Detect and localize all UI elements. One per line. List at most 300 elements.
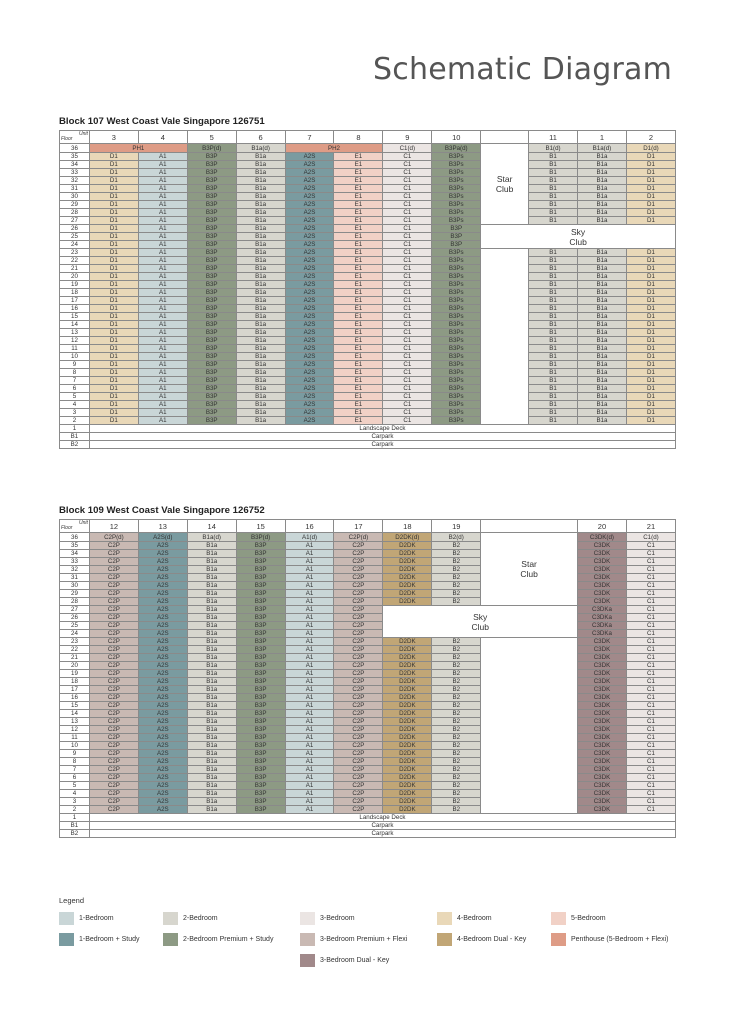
unit-cell: B3Ps <box>432 353 481 361</box>
unit-cell: B1a <box>578 257 627 265</box>
unit-cell: C1 <box>626 558 675 566</box>
unit-cell: A2S <box>138 702 187 710</box>
unit-cell: B3P <box>432 225 481 233</box>
unit-cell: B1a <box>187 694 236 702</box>
floor-number: 25 <box>60 622 90 630</box>
unit-cell: A2S <box>138 718 187 726</box>
unit-cell: B3P <box>236 790 285 798</box>
unit-cell: B1a <box>578 217 627 225</box>
floor-number: 32 <box>60 566 90 574</box>
unit-cell: B2 <box>432 670 481 678</box>
unit-cell: E1 <box>334 241 383 249</box>
unit-cell: A1 <box>285 670 334 678</box>
unit-cell: B3P <box>236 766 285 774</box>
unit-cell: D1 <box>626 249 675 257</box>
unit-cell: A2S <box>138 542 187 550</box>
unit-cell: C1 <box>383 177 432 185</box>
unit-cell: B3P <box>187 233 236 241</box>
unit-cell: C2P <box>334 622 383 630</box>
unit-cell: E1 <box>334 193 383 201</box>
unit-cell: A1 <box>138 273 187 281</box>
unit-cell: D2DK <box>383 806 432 814</box>
unit-cell: C2P <box>89 646 138 654</box>
unit-cell: C2P <box>89 710 138 718</box>
unit-cell: B3P <box>236 750 285 758</box>
unit-cell: B3P <box>187 377 236 385</box>
unit-cell: C1 <box>626 614 675 622</box>
unit-cell: C2P <box>334 766 383 774</box>
unit-cell: C1 <box>383 321 432 329</box>
floor-number: 14 <box>60 321 90 329</box>
unit-cell: C2P <box>334 646 383 654</box>
unit-cell: B3Ps <box>432 321 481 329</box>
unit-cell: A2S <box>285 417 334 425</box>
unit-cell: D2DK <box>383 790 432 798</box>
unit-cell: C1 <box>626 790 675 798</box>
unit-cell: B1 <box>529 337 578 345</box>
unit-cell: D1 <box>89 201 138 209</box>
unit-cell: B1a <box>578 185 627 193</box>
unit-cell: B1a <box>578 249 627 257</box>
unit-cell: B3P <box>187 305 236 313</box>
unit-cell: A2S <box>138 590 187 598</box>
unit-cell: C3DK <box>578 710 627 718</box>
unit-cell: C3DK <box>578 566 627 574</box>
unit-cell: C1 <box>626 590 675 598</box>
unit-cell: B2 <box>432 582 481 590</box>
unit-cell: C1 <box>383 409 432 417</box>
unit-cell: B3Pa(d) <box>432 144 481 153</box>
unit-cell: C2P <box>334 734 383 742</box>
unit-cell: A2S <box>138 774 187 782</box>
unit-cell: C1 <box>626 630 675 638</box>
carpark-row: Carpark <box>89 433 675 441</box>
unit-cell: E1 <box>334 249 383 257</box>
unit-cell: B1 <box>529 369 578 377</box>
unit-cell: C3DKa <box>578 622 627 630</box>
unit-cell: C1 <box>626 662 675 670</box>
unit-cell: A1 <box>285 710 334 718</box>
unit-cell: C1 <box>626 622 675 630</box>
legend-item <box>163 933 273 946</box>
unit-cell: A1 <box>285 766 334 774</box>
unit-cell: B3Ps <box>432 313 481 321</box>
unit-cell: A1 <box>138 385 187 393</box>
unit-cell: C1 <box>383 193 432 201</box>
unit-cell: A1 <box>138 305 187 313</box>
floor-number: 17 <box>60 686 90 694</box>
floor-number: 24 <box>60 241 90 249</box>
legend-swatch <box>300 954 315 967</box>
unit-cell: C3DK <box>578 678 627 686</box>
unit-cell: B3P <box>187 409 236 417</box>
unit-cell: B3P <box>187 385 236 393</box>
unit-cell: D2DK <box>383 678 432 686</box>
floor-number: 25 <box>60 233 90 241</box>
unit-cell: B1a <box>187 606 236 614</box>
unit-cell: B3Ps <box>432 217 481 225</box>
block-109-title: Block 109 West Coast Vale Singapore 126752 <box>59 505 265 516</box>
unit-cell: B1a <box>236 401 285 409</box>
unit-cell: A2S <box>285 281 334 289</box>
unit-cell: A1 <box>285 638 334 646</box>
unit-cell: B2 <box>432 766 481 774</box>
unit-cell: C1 <box>383 369 432 377</box>
unit-cell: A2S <box>285 297 334 305</box>
unit-cell: B1 <box>529 209 578 217</box>
unit-cell: E1 <box>334 153 383 161</box>
unit-cell: B2 <box>432 566 481 574</box>
unit-cell: B1a(d) <box>578 144 627 153</box>
unit-number-header: 11 <box>529 131 578 144</box>
unit-number-header: 20 <box>578 520 627 533</box>
legend-swatch <box>163 933 178 946</box>
unit-cell: C2P <box>89 782 138 790</box>
legend-label: 3-Bedroom Dual - Key <box>320 957 390 964</box>
unit-cell: B3Ps <box>432 209 481 217</box>
unit-cell: A2S <box>138 622 187 630</box>
unit-cell: B1a <box>236 313 285 321</box>
unit-cell: E1 <box>334 225 383 233</box>
unit-cell: C1 <box>383 225 432 233</box>
unit-cell: D1 <box>89 209 138 217</box>
unit-cell: B3P <box>187 297 236 305</box>
unit-cell: C2P <box>89 590 138 598</box>
unit-cell: B2 <box>432 558 481 566</box>
unit-cell: C1 <box>626 646 675 654</box>
gap-header <box>481 131 529 144</box>
legend-label: 1-Bedroom <box>79 915 114 922</box>
unit-cell: C3DK <box>578 558 627 566</box>
floor-number: 13 <box>60 329 90 337</box>
floor-number: 4 <box>60 790 90 798</box>
unit-cell: B1a <box>236 241 285 249</box>
unit-cell: B1a <box>187 582 236 590</box>
unit-cell: D1 <box>626 273 675 281</box>
unit-cell: C1 <box>626 574 675 582</box>
unit-cell: D1 <box>626 393 675 401</box>
legend-item <box>437 933 526 946</box>
unit-cell: D1 <box>89 329 138 337</box>
unit-cell: D1 <box>89 353 138 361</box>
unit-cell: B2 <box>432 710 481 718</box>
unit-cell: C3DK <box>578 718 627 726</box>
unit-cell: E1 <box>334 217 383 225</box>
floor-number: 23 <box>60 638 90 646</box>
unit-cell: A1 <box>285 742 334 750</box>
legend-item <box>59 912 114 925</box>
unit-cell: D1 <box>626 337 675 345</box>
unit-cell: B1a <box>578 361 627 369</box>
unit-cell: B1 <box>529 265 578 273</box>
unit-cell: B3P(d) <box>187 144 236 153</box>
unit-cell: B1a <box>236 321 285 329</box>
unit-cell: D2DK(d) <box>383 533 432 542</box>
unit-cell: A1 <box>285 790 334 798</box>
unit-cell: D2DK <box>383 670 432 678</box>
unit-cell: D2DK <box>383 734 432 742</box>
floor-number: 2 <box>60 806 90 814</box>
floor-number: 19 <box>60 670 90 678</box>
floor-number: 20 <box>60 662 90 670</box>
unit-cell: C2P <box>89 558 138 566</box>
floor-number: 3 <box>60 409 90 417</box>
unit-cell: B1a <box>236 345 285 353</box>
unit-cell: C2P <box>89 606 138 614</box>
unit-cell: C3DK <box>578 542 627 550</box>
unit-cell: C3DK <box>578 646 627 654</box>
unit-cell: B3P <box>236 726 285 734</box>
unit-cell: A1 <box>138 321 187 329</box>
unit-cell: B3P <box>236 630 285 638</box>
unit-cell: A2S <box>138 758 187 766</box>
unit-cell: B3Ps <box>432 289 481 297</box>
unit-cell: B3P <box>187 185 236 193</box>
unit-cell: B1a <box>578 313 627 321</box>
unit-cell: E1 <box>334 177 383 185</box>
floor-number: 22 <box>60 257 90 265</box>
legend-label: Penthouse (5-Bedroom + Flexi) <box>571 936 669 943</box>
unit-cell: B1a <box>236 297 285 305</box>
unit-cell: C3DK <box>578 686 627 694</box>
unit-cell: B1a(d) <box>236 144 285 153</box>
unit-cell: D1 <box>626 385 675 393</box>
unit-number-header: 5 <box>187 131 236 144</box>
unit-cell: A2S <box>285 305 334 313</box>
unit-cell: D1 <box>89 225 138 233</box>
unit-cell: A2S <box>138 726 187 734</box>
unit-cell: B2 <box>432 686 481 694</box>
unit-cell: A1 <box>138 201 187 209</box>
floor-number: 12 <box>60 337 90 345</box>
unit-cell: B1a <box>578 353 627 361</box>
unit-cell: C2P <box>334 582 383 590</box>
unit-cell: C2P <box>334 598 383 606</box>
unit-cell: D1 <box>89 169 138 177</box>
unit-cell: A2S <box>285 225 334 233</box>
sky-club: Sky Club <box>383 606 578 638</box>
unit-cell: B1a <box>578 393 627 401</box>
unit-cell: C2P <box>334 782 383 790</box>
unit-cell: D2DK <box>383 654 432 662</box>
unit-cell: E1 <box>334 409 383 417</box>
unit-cell: C1 <box>626 566 675 574</box>
unit-cell: A1 <box>285 598 334 606</box>
floor-number: 1 <box>60 425 90 433</box>
unit-cell: B3P <box>236 574 285 582</box>
unit-cell: A1 <box>285 726 334 734</box>
legend-item <box>163 912 218 925</box>
unit-cell: A2S <box>285 313 334 321</box>
floor-number: 36 <box>60 144 90 153</box>
unit-cell: E1 <box>334 169 383 177</box>
unit-cell: B3P <box>187 289 236 297</box>
unit-cell: C1 <box>383 345 432 353</box>
unit-cell: B1 <box>529 401 578 409</box>
unit-cell: B3P <box>236 622 285 630</box>
floor-number: 34 <box>60 550 90 558</box>
floor-number: 16 <box>60 305 90 313</box>
unit-cell: D1 <box>626 193 675 201</box>
unit-cell: D2DK <box>383 582 432 590</box>
unit-cell: B3Ps <box>432 409 481 417</box>
unit-cell: D2DK <box>383 694 432 702</box>
unit-cell: C2P <box>89 566 138 574</box>
unit-cell: C1 <box>626 726 675 734</box>
floor-number: B1 <box>60 822 90 830</box>
unit-cell: A1 <box>285 630 334 638</box>
floor-number: 11 <box>60 345 90 353</box>
floor-number: 23 <box>60 249 90 257</box>
unit-cell: A1 <box>138 289 187 297</box>
unit-cell: C2P <box>89 790 138 798</box>
unit-cell: B1a <box>578 161 627 169</box>
unit-cell: B1a <box>578 153 627 161</box>
floor-number: B1 <box>60 433 90 441</box>
unit-cell: D1 <box>626 161 675 169</box>
unit-cell: E1 <box>334 297 383 305</box>
unit-cell: B1a <box>236 305 285 313</box>
unit-cell: C2P <box>89 574 138 582</box>
unit-cell: C2P <box>334 606 383 614</box>
unit-cell: A1 <box>285 566 334 574</box>
unit-cell: B3Ps <box>432 201 481 209</box>
unit-cell: B1 <box>529 361 578 369</box>
unit-cell: C3DKa <box>578 614 627 622</box>
unit-cell: C1 <box>383 273 432 281</box>
unit-cell: B3P <box>236 598 285 606</box>
floor-number: 7 <box>60 766 90 774</box>
unit-cell: C2P <box>89 686 138 694</box>
unit-cell: B3P <box>236 678 285 686</box>
unit-label: Unit <box>79 520 88 526</box>
unit-cell: A2S <box>138 614 187 622</box>
unit-cell: B2 <box>432 702 481 710</box>
unit-cell: E1 <box>334 305 383 313</box>
unit-cell: A1 <box>285 782 334 790</box>
unit-cell: B3Ps <box>432 153 481 161</box>
unit-cell: B1 <box>529 185 578 193</box>
unit-cell: B1a <box>187 598 236 606</box>
legend-title: Legend <box>59 896 85 905</box>
unit-cell: C2P <box>89 694 138 702</box>
unit-cell: E1 <box>334 201 383 209</box>
unit-cell: C1 <box>383 305 432 313</box>
unit-cell: B3P <box>187 209 236 217</box>
unit-cell: C1(d) <box>626 533 675 542</box>
unit-cell: C1 <box>626 774 675 782</box>
unit-cell: A2S <box>138 766 187 774</box>
floor-number: 5 <box>60 393 90 401</box>
unit-cell: B1a <box>578 401 627 409</box>
floor-number: B2 <box>60 830 90 838</box>
unit-cell: D1 <box>89 217 138 225</box>
unit-cell: B1 <box>529 169 578 177</box>
unit-cell: A2S <box>138 630 187 638</box>
unit-cell: B1 <box>529 385 578 393</box>
unit-cell: A2S <box>285 393 334 401</box>
unit-cell: C3DK(d) <box>578 533 627 542</box>
unit-cell: C2P <box>334 798 383 806</box>
unit-cell: B1a <box>187 646 236 654</box>
unit-cell: B1 <box>529 249 578 257</box>
unit-number-header: 14 <box>187 520 236 533</box>
unit-cell: C2P(d) <box>89 533 138 542</box>
unit-cell: E1 <box>334 417 383 425</box>
landscape-deck-row: Landscape Deck <box>89 814 675 822</box>
unit-cell: A1 <box>138 345 187 353</box>
unit-cell: B1a <box>578 201 627 209</box>
unit-cell: C1 <box>383 281 432 289</box>
unit-cell: A1 <box>138 329 187 337</box>
unit-cell: A1 <box>138 377 187 385</box>
unit-number-header: 13 <box>138 520 187 533</box>
unit-cell: B3P <box>236 694 285 702</box>
unit-number-header: 15 <box>236 520 285 533</box>
unit-cell: C3DK <box>578 694 627 702</box>
unit-cell: B1a <box>187 702 236 710</box>
floor-number: 33 <box>60 169 90 177</box>
unit-cell: C1 <box>383 377 432 385</box>
unit-cell: D1 <box>626 257 675 265</box>
floor-number: B2 <box>60 441 90 449</box>
unit-cell: B1a <box>236 265 285 273</box>
unit-cell: B1 <box>529 345 578 353</box>
unit-cell: B3Ps <box>432 361 481 369</box>
unit-cell: A1 <box>138 353 187 361</box>
unit-cell: A1 <box>138 161 187 169</box>
unit-cell: C2P <box>89 742 138 750</box>
unit-cell: E1 <box>334 289 383 297</box>
unit-cell: D2DK <box>383 758 432 766</box>
unit-cell: B1 <box>529 353 578 361</box>
unit-cell: A1 <box>138 177 187 185</box>
unit-number-header: 8 <box>334 131 383 144</box>
unit-cell: A1 <box>138 369 187 377</box>
unit-cell: B1a <box>236 417 285 425</box>
unit-number-header: 3 <box>89 131 138 144</box>
unit-cell: B2 <box>432 654 481 662</box>
floor-number: 10 <box>60 742 90 750</box>
legend-label: 3-Bedroom Premium + Flexi <box>320 936 408 943</box>
unit-cell: A1(d) <box>285 533 334 542</box>
unit-cell: B1a <box>578 177 627 185</box>
unit-cell: B1a <box>187 734 236 742</box>
unit-cell: C3DK <box>578 654 627 662</box>
unit-cell: B1a <box>236 169 285 177</box>
unit-cell: A2S <box>285 337 334 345</box>
unit-cell: D1 <box>626 265 675 273</box>
star-club: Star Club <box>481 533 578 606</box>
unit-cell: C2P <box>89 582 138 590</box>
unit-cell: C2P <box>89 630 138 638</box>
unit-cell: B3P <box>236 702 285 710</box>
unit-cell: B3P <box>236 734 285 742</box>
unit-cell: B1a <box>236 249 285 257</box>
unit-cell: E1 <box>334 353 383 361</box>
floor-number: 19 <box>60 281 90 289</box>
unit-cell: A2S <box>138 654 187 662</box>
unit-cell: D2DK <box>383 782 432 790</box>
unit-cell: C2P <box>89 654 138 662</box>
unit-cell: B3P <box>236 590 285 598</box>
unit-cell: B3P <box>236 646 285 654</box>
unit-cell: B1 <box>529 297 578 305</box>
unit-cell: B1a <box>236 153 285 161</box>
unit-cell: B1a <box>578 321 627 329</box>
unit-cell: C1 <box>626 542 675 550</box>
unit-cell: D1 <box>626 281 675 289</box>
